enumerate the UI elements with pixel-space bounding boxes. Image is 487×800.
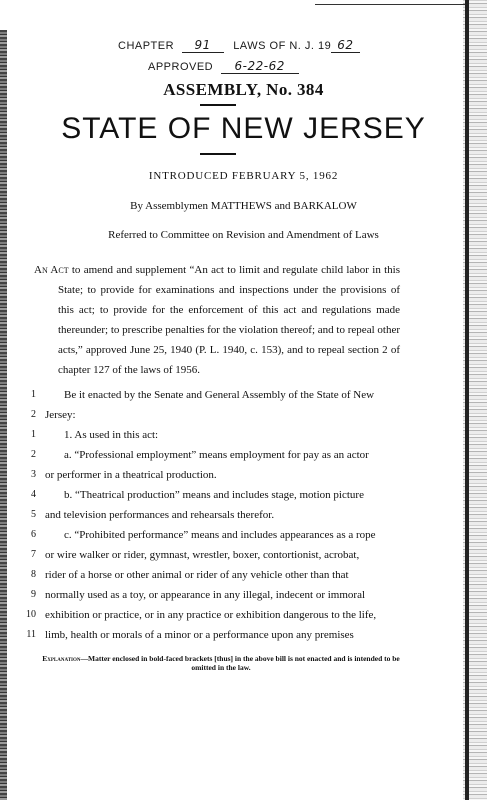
explanation-note — [36, 654, 406, 672]
line-text: or wire walker or rider, gymnast, wrestler, boxer, contortionist, acrobat, — [45, 549, 360, 561]
line-text: Be it enacted by the Senate and General Assembly of the State of New — [64, 389, 375, 401]
line-text: rider of a horse or other animal or rider of any vehicle other than that — [45, 569, 349, 581]
line-text: normally used as a toy, or appearance in any illegal, indecent or immoral — [45, 589, 366, 601]
line-number: 2 — [31, 409, 36, 420]
line-number: 1 — [31, 389, 36, 400]
line-text: c. “Prohibited performance” means and includes appearances as a rope — [64, 529, 376, 541]
chapter-number: 91 — [182, 38, 224, 53]
bill-body — [20, 385, 410, 645]
bill-line — [20, 505, 410, 525]
line-number: 10 — [26, 609, 36, 620]
laws-label: LAWS OF N. J. 19 — [233, 40, 332, 52]
bill-line — [20, 545, 410, 565]
line-number: 9 — [31, 589, 36, 600]
bill-line — [20, 485, 410, 505]
top-rule — [315, 4, 465, 5]
line-text: and television performances and rehearsals therefor. — [45, 509, 275, 521]
bill-line — [20, 445, 410, 465]
bill-line — [20, 385, 410, 405]
bill-line — [20, 405, 410, 425]
bill-line — [20, 425, 410, 445]
state-title: STATE OF NEW JERSEY — [61, 112, 426, 145]
line-number: 1 — [31, 429, 36, 440]
line-number: 8 — [31, 569, 36, 580]
line-text: a. “Professional employment” means employment for pay as an actor — [64, 449, 369, 461]
act-title — [34, 260, 400, 380]
divider-rule — [200, 153, 236, 155]
line-number: 11 — [26, 629, 36, 640]
explanation-text: —Matter enclosed in bold-faced brackets [thus] in the above bill is not enacted and is intended to be omitted in the law. — [80, 654, 400, 672]
bill-line — [20, 585, 410, 605]
line-text: Jersey: — [45, 409, 76, 421]
bill-line — [20, 565, 410, 585]
approved-date: 6-22-62 — [221, 59, 299, 74]
act-prefix: An Act — [34, 264, 69, 276]
committee-referral: Referred to Committee on Revision and Amendment of Laws — [108, 229, 379, 241]
bill-line — [20, 605, 410, 625]
introduced-date: INTRODUCED FEBRUARY 5, 1962 — [148, 170, 339, 182]
line-number: 5 — [31, 509, 36, 520]
line-text: limb, health or morals of a minor or a performance upon any premises — [45, 629, 354, 641]
line-number: 6 — [31, 529, 36, 540]
explanation-label: Explanation — [42, 654, 81, 663]
line-text: or performer in a theatrical production. — [45, 469, 217, 481]
approved-label: APPROVED — [148, 61, 214, 73]
line-number: 7 — [31, 549, 36, 560]
line-text: exhibition or practice, or in any practice or exhibition dangerous to the life, — [45, 609, 377, 621]
act-text: to amend and supplement “An act to limit and regulate child labor in this State; to provide for examinations and inspections under the provisions of this act; to provide for the enforcement of this act and regulations made thereunder; to prescribe penalties for the violation thereof; and to repeal other acts,” approved June 25, 1940 (P. L. 1940, c. 153), and to repeal section 2 of chapter 127 of the laws of 1956. — [58, 264, 401, 376]
line-number: 3 — [31, 469, 36, 480]
bill-line — [20, 625, 410, 645]
line-number: 4 — [31, 489, 36, 500]
approved-stamp — [148, 59, 299, 74]
line-number: 2 — [31, 449, 36, 460]
sponsors: By Assemblymen MATTHEWS and BARKALOW — [130, 200, 357, 212]
laws-year: 62 — [331, 38, 359, 53]
bill-line — [20, 465, 410, 485]
chapter-stamp — [118, 38, 360, 53]
bill-line — [20, 525, 410, 545]
line-text: 1. As used in this act: — [64, 429, 159, 441]
chapter-label: CHAPTER — [118, 40, 175, 52]
bill-number: ASSEMBLY, No. 384 — [163, 80, 324, 99]
divider-rule — [200, 104, 236, 106]
line-text: b. “Theatrical production” means and includes stage, motion picture — [64, 489, 364, 501]
